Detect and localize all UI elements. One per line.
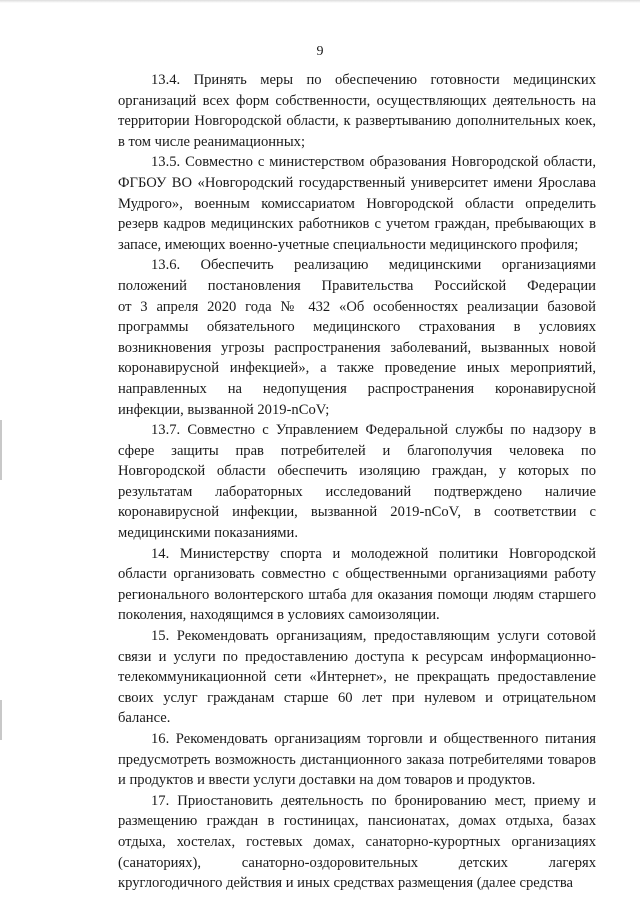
paragraph-p16	[118, 729, 596, 791]
text-line: программы обязательного медицинского страхования в условиях	[118, 319, 596, 336]
text-line: запасе, имеющих военно-учетные специальности медицинского профиля;	[118, 236, 579, 253]
text-line: своих услуг гражданам старше 60 лет при нулевом и отрицательном	[118, 689, 596, 706]
text-line: телекоммуникационной сети «Интернет», не прекращать предоставление	[118, 669, 596, 686]
text-line: 14. Министерству спорта и молодежной политики Новгородской	[151, 545, 596, 562]
text-line: 13.5. Совместно с министерством образования Новгородской области,	[151, 154, 596, 171]
document-body	[118, 70, 596, 894]
paragraph-p13-4	[118, 70, 596, 152]
text-line: отдыха, хостелах, гостевых домах, санаторно-курортных организациях	[118, 833, 596, 850]
text-line: результатам лабораторных исследований подтверждено наличие	[118, 483, 596, 500]
text-line: 16. Рекомендовать организациям торговли и общественного питания	[151, 731, 596, 747]
scan-top-edge	[0, 0, 640, 3]
text-line: и продуктов и ввести услуги доставки на дом товаров и продуктов.	[118, 772, 536, 789]
text-line: 15. Рекомендовать организациям, предоставляющим услуги сотовой	[151, 628, 596, 645]
text-line: (санаториях), санаторно-оздоровительных детских лагерях	[118, 854, 596, 871]
text-line: Мудрого», военным комиссариатом Новгородской области определить	[118, 195, 596, 212]
text-line: области организовать совместно с общественными организациями работу	[118, 566, 596, 583]
text-line: 13.6. Обеспечить реализацию медицинскими организациями	[151, 257, 596, 274]
text-line: возникновения угрозы распространения заболеваний, вызванных новой	[118, 339, 596, 356]
text-line: в том числе реанимационных;	[118, 133, 306, 150]
paragraph-p13-6	[118, 255, 596, 420]
text-line: организаций всех форм собственности, осуществляющих деятельность на	[118, 92, 596, 109]
text-line: инфекции, вызванной 2019-nCoV;	[118, 401, 330, 418]
text-line: балансе.	[118, 710, 171, 727]
text-line: медицинскими показаниями.	[118, 525, 298, 542]
text-line: 17. Приостановить деятельность по бронированию мест, приему и	[151, 792, 596, 809]
text-line: поколения, находящимся в условиях самоизоляции.	[118, 607, 440, 624]
text-line: 13.7. Совместно с Управлением Федеральной службы по надзору в	[151, 422, 596, 439]
text-line: резерв кадров медицинских работников с учетом граждан, пребывающих в	[118, 216, 596, 233]
paragraph-p13-7	[118, 420, 596, 544]
text-line: круглогодичного действия и иных средствах размещения (далее средства	[118, 875, 574, 892]
text-line: от 3 апреля 2020 года № 432 «Об особенностях реализации базовой	[118, 298, 596, 315]
scan-margin-mark	[0, 420, 2, 480]
text-line: размещению граждан в гостиницах, пансионатах, домах отдыха, базах	[118, 813, 596, 830]
text-line: сфере защиты прав потребителей и благополучия человека по	[118, 442, 596, 459]
text-line: коронавирусной инфекцией», а также проведение иных мероприятий,	[118, 360, 596, 377]
paragraph-p17	[118, 791, 596, 894]
paragraph-p14	[118, 544, 596, 626]
text-line: коронавирусной инфекции, вызванной 2019-nCoV, в соответствии с	[118, 504, 596, 521]
text-line: территории Новгородской области, к развертыванию дополнительных коек,	[118, 113, 596, 130]
text-line: положений постановления Правительства Российской Федерации	[118, 277, 596, 294]
text-line: регионального волонтерского штаба для оказания помощи людям старшего	[118, 586, 596, 603]
text-line: ФГБОУ ВО «Новгородский государственный университет имени Ярослава	[118, 174, 596, 191]
page-number: 9	[316, 44, 324, 59]
text-line: связи и услуги по предоставлению доступа к ресурсам информационно-	[118, 648, 596, 665]
text-line: 13.4. Принять меры по обеспечению готовности медицинских	[151, 72, 596, 88]
paragraph-p15	[118, 626, 596, 729]
text-line: направленных на недопущения распространения коронавирусной	[118, 380, 596, 397]
paragraph-p13-5	[118, 152, 596, 255]
scan-margin-mark	[0, 700, 2, 740]
text-line: Новгородской области обеспечить изоляцию граждан, у которых по	[118, 463, 596, 480]
text-line: предусмотреть возможность дистанционного заказа потребителями товаров	[118, 751, 596, 768]
